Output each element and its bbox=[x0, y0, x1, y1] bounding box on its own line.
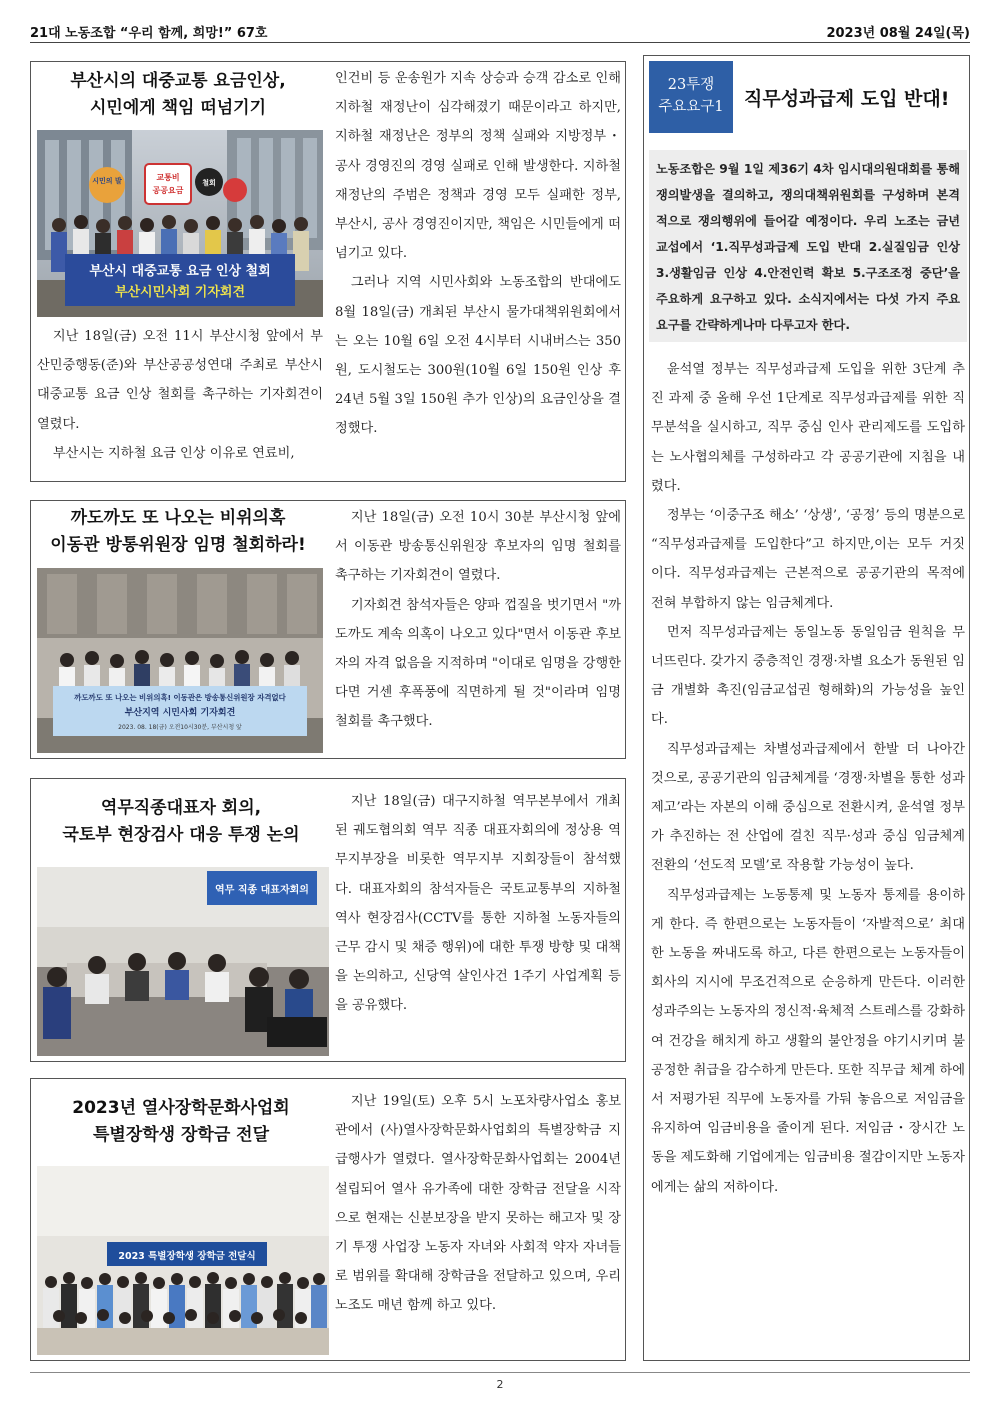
paragraph: 먼저 직무성과급제는 동일노동 동일임금 원칙을 무너뜨린다. 갖가지 중층적인 경쟁·차별 요소가 동원된 임금 개별화 촉진(임금교섭권 형해화)의 가능성을 높인다. bbox=[651, 624, 965, 728]
sign-text: 교통비 bbox=[156, 173, 180, 182]
paragraph: 직무성과급제는 노동통제 및 노동자 통제를 용이하게 한다. 즉 한편으로는 노동자들이 ‘자발적으로’ 최대한 노동을 짜내도록 하고, 다른 한편으로는 노동자들이 회사의 지시에 무조건적으로 순응하게 만든다. 이러한 성과주의는 노동자의 정신적·육체적 스트레스를 강화하여 건강을 해치게 하고 생활의 불안정을 야기시키며 불공정한 취급을 감수하게 만든다. 또한 직무급 체계 하에서 저평가된 직무에 노동자를 가둬 놓음으로 저임금을 유지하여 임금비용을 줄이게 된다. 저임금・장시간 노동을 제도화해 기업에게는 임금비용 절감이지만 노동자에게는 삶의 저하이다. bbox=[651, 887, 965, 1195]
press-conference-photo bbox=[37, 130, 323, 317]
article-station-reps bbox=[30, 778, 626, 1062]
newsletter-masthead: 21대 노동조합 “우리 함께, 희망!” 67호 bbox=[30, 26, 268, 41]
title-line: 부산시의 대중교통 요금인상, bbox=[70, 71, 286, 91]
banner-text: 부산시민사회 기자회견 bbox=[114, 285, 246, 300]
sidebar-title: 직무성과급제 도입 반대! bbox=[744, 88, 950, 110]
article-body bbox=[335, 1087, 621, 1321]
sign-text: 공공요금 bbox=[152, 186, 184, 195]
title-line: 시민에게 책임 떠넘기기 bbox=[89, 98, 267, 118]
paragraph: 직무성과급제는 차별성과급제에서 한발 더 나아간 것으로, 공공기관의 임금체계를 ‘경쟁·차별을 통한 성과 제고’라는 자본의 이해 중심으로 전환시켜, 윤석열 정부가 추진하는 전 산업에 걸친 직무·성과 중심 임금체계 전환의 ‘선도적 모델’로 작용할 가능성이 높다. bbox=[651, 741, 965, 874]
banner-text: 부산시 대중교통 요금 인상 철회 bbox=[89, 264, 271, 279]
page-number: 2 bbox=[496, 1378, 504, 1391]
article-title bbox=[31, 505, 325, 559]
footer-divider bbox=[30, 1372, 970, 1373]
article-body bbox=[335, 503, 621, 737]
sidebar-body bbox=[651, 355, 965, 1202]
tag-line: 주요요구1 bbox=[658, 99, 724, 115]
tag-line: 23투쟁 bbox=[667, 77, 715, 93]
title-line: 이동관 방통위원장 임명 철회하라! bbox=[50, 535, 306, 555]
sidebar-summary: 노동조합은 9월 1일 제36기 4차 임시대의원대회를 통해 쟁의발생을 결의하고, 쟁의대책위원회를 구성하며 본격적으로 쟁의행위에 들어갈 예정이다. 우리 노조는 금년 교섭에서 ‘1.직무성과급제 도입 반대 2.실질임금 인상 3.생활임금 인상 4.안전인력 확보 5.구조조정 중단’을 주요하게 요구하고 있다. 소식지에서는 다섯 가지 주요 요구를 간략하게나마 다루고자 한다. bbox=[649, 150, 967, 342]
paragraph: 윤석열 정부는 직무성과급제 도입을 위한 3단계 추진 과제 중 올해 우선 1단계로 직무성과급제를 위한 직무분석을 실시하고, 직무 중심 인사 관리제도를 도입하는 노사협의체를 구성하라고 각 공공기관에 지침을 내렸다. bbox=[651, 362, 965, 494]
banner-text: 부산지역 시민사회 기자회견 bbox=[124, 708, 236, 718]
struggle-demand-tag bbox=[649, 61, 733, 133]
article-body bbox=[335, 787, 621, 1021]
paragraph: 지난 19일(토) 오후 5시 노포차량사업소 홍보관에서 (사)열사장학문화사업회의 특별장학금 지급행사가 열렸다. 열사장학문화사업회는 2004년 설립되어 열사 유가족에 대한 장학금 전달을 시작으로 현재는 신분보장을 받지 못하는 해고자 및 장기 투쟁 사업장 노동자 자녀와 사회적 약자 자녀들로 범위를 확대해 장학금을 전달하고 있으며, 우리 노조도 매년 함께 하고 있다. bbox=[335, 1094, 621, 1314]
paragraph: 그러나 지역 시민사회와 노동조합의 반대에도 8월 18일(금) 개최된 부산시 물가대책위원회에서는 오는 10월 6일 오전 4시부터 시내버스는 350원, 도시철도는 300원(10월 6일 150원 인상 후 24년 5월 3일 150원 추가 인상)의 요금인상을 결정했다. bbox=[335, 275, 621, 437]
article-title bbox=[31, 795, 331, 849]
title-line: 특별장학생 장학금 전달 bbox=[92, 1125, 270, 1145]
title-line: 역무직종대표자 회의, bbox=[100, 798, 262, 818]
sign-text: 시민의 발 bbox=[92, 177, 122, 185]
issue-date: 2023년 08월 24일(목) bbox=[826, 26, 970, 41]
article-busan-fare bbox=[30, 61, 626, 482]
article-body-left bbox=[37, 322, 323, 468]
title-line: 까도까도 또 나오는 비위의혹 bbox=[70, 508, 286, 528]
sign-text: 철회 bbox=[202, 179, 216, 187]
article-title bbox=[31, 68, 325, 122]
paragraph: 지난 18일(금) 대구지하철 역무본부에서 개최된 궤도협의회 역무 직종 대표자회의에 정상용 역무지부장을 비롯한 역무지부 지회장들이 참석했다. 대표자회의 참석자들은 국토교통부의 지하철 역사 현장검사(CCTV를 통한 지하철 노동자들의 근무 감시 및 채증 행위)에 대한 투쟁 방향 및 대책을 논의하고, 신당역 살인사건 1주기 사업계획 등을 공유했다. bbox=[335, 794, 621, 1014]
press-conference-photo bbox=[37, 568, 323, 753]
banner-text: 역무 직종 대표자회의 bbox=[215, 885, 309, 896]
banner-text: 까도까도 또 나오는 비위의혹! 이동관은 방송통신위원장 자격없다 bbox=[74, 693, 286, 702]
paragraph: 부산시는 지하철 요금 인상 이유로 연료비, bbox=[52, 445, 295, 461]
meeting-photo bbox=[37, 867, 329, 1056]
paragraph: 인건비 등 운송원가 지속 상승과 승객 감소로 인해 지하철 재정난이 심각해졌기 때문이라고 하지만, 지하철 재정난은 정부의 정책 실패와 지방정부・공사 경영진의 경영 실패로 인해 발생한다. 지하철 재정난의 주범은 정책과 경영 모두 실패한 정부, 부산시, 공사 경영진이지만, 책임은 시민들에게 떠넘기고 있다. bbox=[335, 71, 621, 262]
scholarship-group-photo bbox=[37, 1166, 329, 1355]
paragraph: 지난 18일(금) 오전 10시 30분 부산시청 앞에서 이동관 방송통신위원장 후보자의 임명 철회를 촉구하는 기자회견이 열렸다. bbox=[335, 510, 621, 584]
header-divider bbox=[30, 42, 970, 43]
article-title bbox=[31, 1095, 331, 1149]
paragraph: 정부는 ‘이중구조 해소’ ‘상생’, ‘공정’ 등의 명분으로 “직무성과급제를 도입한다”고 하지만,이는 모두 거짓이다. 직무성과급제는 근본적으로 공공기관의 목적에 전혀 부합하지 않는 임금체계다. bbox=[651, 508, 965, 611]
paragraph: 지난 18일(금) 오전 11시 부산시청 앞에서 부산민중행동(준)와 부산공공성연대 주최로 부산시 대중교통 요금 인상 철회를 촉구하는 기자회견이 열렸다. bbox=[37, 329, 323, 432]
banner-text: 2023 특별장학생 장학금 전달식 bbox=[118, 1251, 256, 1262]
title-line: 국토부 현장검사 대응 투쟁 논의 bbox=[62, 825, 300, 845]
banner-text: 2023. 08. 18(금) 오전10시30분, 부산시청 앞 bbox=[118, 724, 242, 731]
paragraph: 기자회견 참석자들은 양파 껍질을 벗기면서 "까도까도 계속 의혹이 나오고 있다"면서 이동관 후보자의 자격 없음을 지적하며 "이대로 임명을 강행한다면 거센 후폭풍에 직면하게 될 것"이라며 임명 철회를 촉구했다. bbox=[335, 597, 621, 730]
article-lee-donggwan bbox=[30, 500, 626, 759]
article-body-right bbox=[335, 64, 621, 444]
title-line: 2023년 열사장학문화사업회 bbox=[72, 1098, 290, 1118]
article-scholarship bbox=[30, 1078, 626, 1361]
